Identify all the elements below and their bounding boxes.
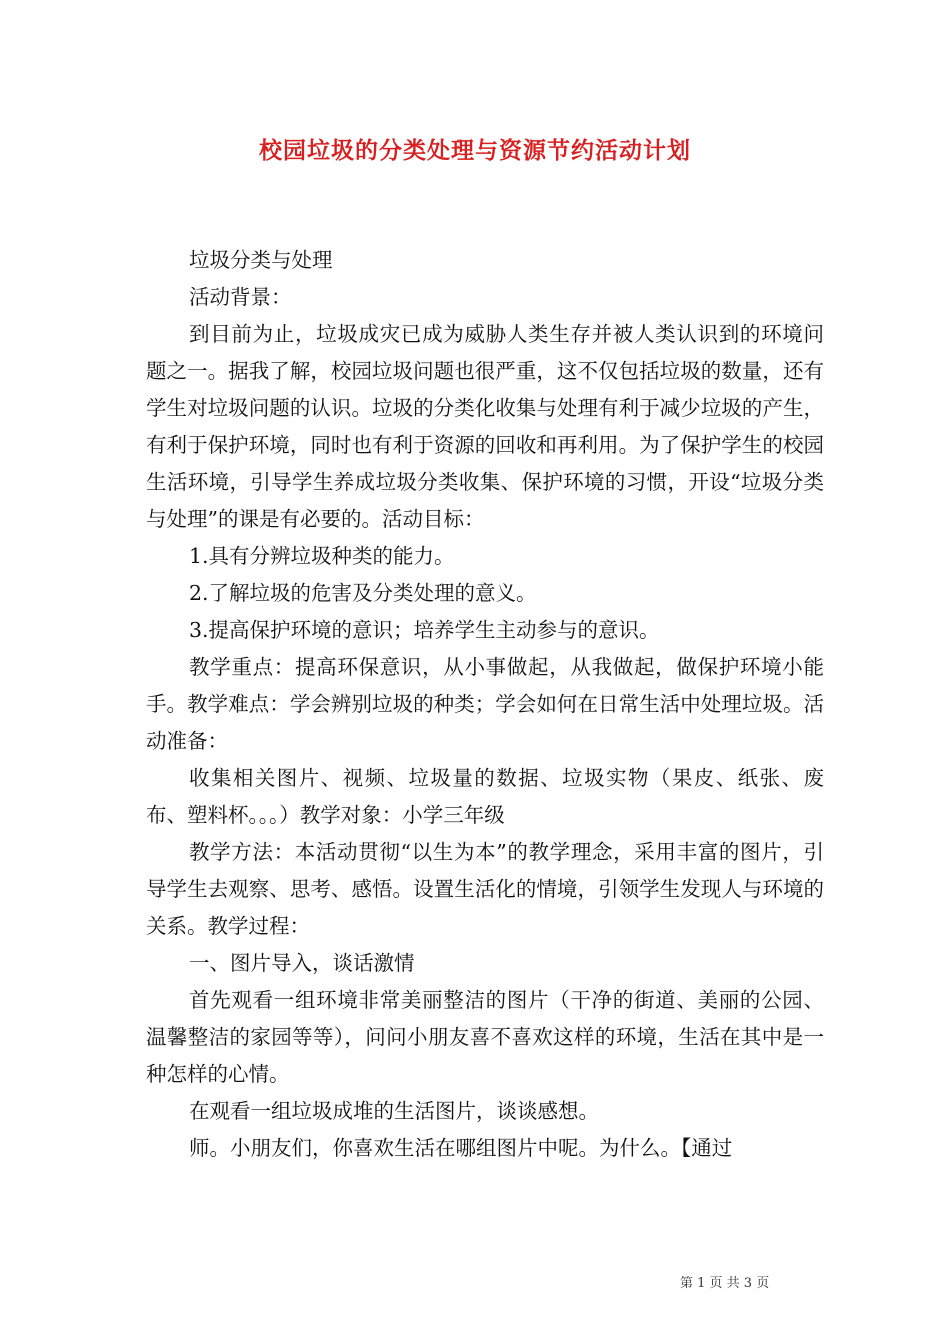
paragraph: 教学方法：本活动贯彻“以生为本”的教学理念，采用丰富的图片，引导学生去观察、思考、感悟。设置生活化的情境，引领学生发现人与环境的关系。教学过程：: [146, 840, 824, 938]
paragraph: 1.具有分辨垃圾种类的能力。: [189, 544, 455, 568]
paragraph: 3.提高保护环境的意识；培养学生主动参与的意识。: [189, 618, 660, 642]
page-number-footer: 第 1 页 共 3 页: [680, 1276, 770, 1291]
paragraph: 教学重点：提高环保意识，从小事做起，从我做起，做保护环境小能手。教学难点：学会辨别垃圾的种类；学会如何在日常生活中处理垃圾。活动准备：: [146, 655, 824, 753]
paragraph: 一、图片导入，谈话激情: [189, 951, 415, 975]
paragraph: 到目前为止，垃圾成灾已成为威胁人类生存并被人类认识到的环境问题之一。据我了解，校园垃圾问题也很严重，这不仅包括垃圾的数量，还有学生对垃圾问题的认识。垃圾的分类化收集与处理有利于减少垃圾的产生，有利于保护环境，同时也有利于资源的回收和再利用。为了保护学生的校园生活环境，引导学生养成垃圾分类收集、保护环境的习惯，开设“垃圾分类与处理”的课是有必要的。活动目标：: [146, 322, 824, 531]
paragraph: 首先观看一组环境非常美丽整洁的图片（干净的街道、美丽的公园、温馨整洁的家园等等），问问小朋友喜不喜欢这样的环境，生活在其中是一种怎样的心情。: [146, 988, 824, 1086]
paragraph: 2.了解垃圾的危害及分类处理的意义。: [189, 581, 537, 605]
document-body: [146, 242, 824, 1167]
paragraph: 收集相关图片、视频、垃圾量的数据、垃圾实物（果皮、纸张、废布、塑料杯。。。）教学对象：小学三年级: [146, 766, 824, 827]
paragraph: 在观看一组垃圾成堆的生活图片，谈谈感想。: [189, 1099, 599, 1123]
document-title: 校园垃圾的分类处理与资源节约活动计划: [259, 137, 691, 164]
paragraph: 师。小朋友们，你喜欢生活在哪组图片中呢。为什么。【通过: [189, 1136, 733, 1160]
paragraph: 活动背景：: [189, 285, 292, 309]
paragraph: 垃圾分类与处理: [189, 248, 333, 272]
